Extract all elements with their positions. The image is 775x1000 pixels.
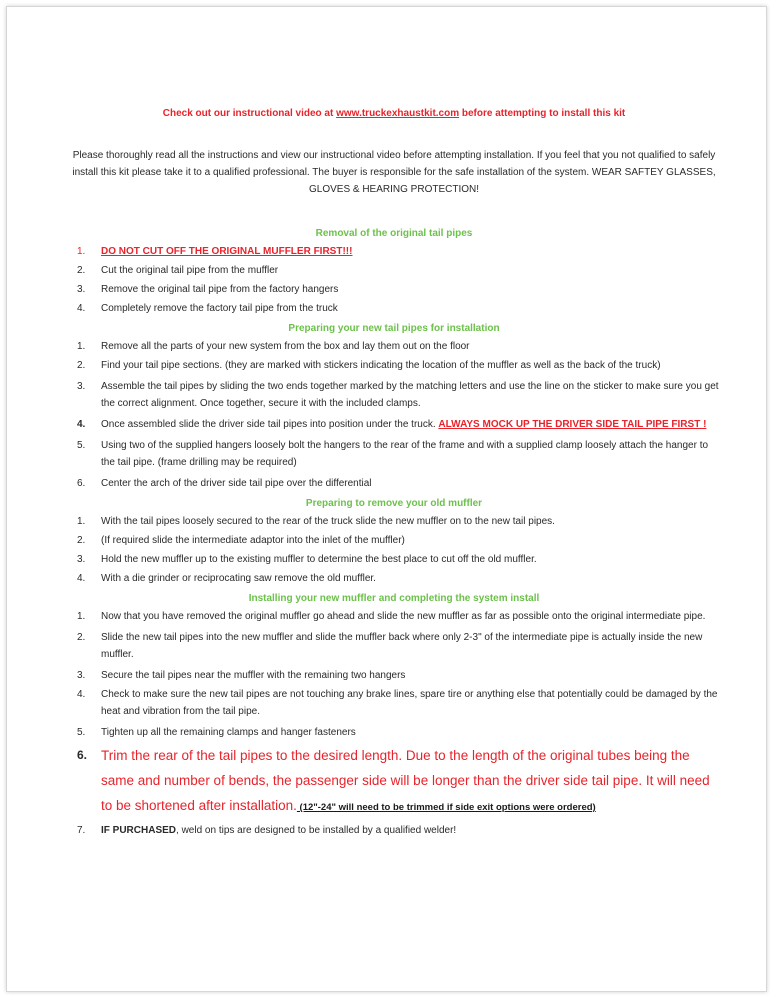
list-item: 2. Cut the original tail pipe from the muffler xyxy=(77,265,279,276)
section-heading-install-new-muffler: Installing your new muffler and completing the system install xyxy=(248,593,540,604)
section-heading-removal: Removal of the original tail pipes xyxy=(315,228,473,239)
trim-note: (12"-24" will need to be trimmed if side exit options were ordered) xyxy=(296,802,596,813)
list-item: 1. Now that you have removed the original muffler go ahead and slide the new muffler as far as possible onto the original intermediate pipe. xyxy=(77,611,706,622)
list-item: 2. (If required slide the intermediate adaptor into the inlet of the muffler) xyxy=(77,535,405,546)
list-item: 3. Assemble the tail pipes by sliding the two ends together marked by the matching letters and use the line on the sticker to make sure you get the correct alignment. Once together, secure it with the included clamps. xyxy=(77,381,719,409)
list-item: 6. Center the arch of the driver side tail pipe over the differential xyxy=(77,478,372,489)
document-body xyxy=(69,107,719,841)
list-item: 2. Find your tail pipe sections. (they are marked with stickers indicating the location of the muffler as well as the back of the truck) xyxy=(77,360,661,371)
install-new-muffler-steps xyxy=(69,608,719,839)
section-heading-remove-old-muffler: Preparing to remove your old muffler xyxy=(305,498,483,509)
preparing-tail-pipes-steps xyxy=(69,338,719,492)
section-heading-preparing-tail-pipes: Preparing your new tail pipes for installation xyxy=(288,323,500,334)
document-page xyxy=(6,6,767,992)
removal-steps xyxy=(69,243,719,317)
intro-paragraph: Please thoroughly read all the instructions and view our instructional video before attempting installation. If you feel that you not qualified to safely install this kit please take it to a qualified professional. The buyer is responsible for the safe installation of the system. WEAR SAFTEY GLASSES, GLOVES & HEARING PROTECTION! xyxy=(72,150,716,195)
list-item: 4. Check to make sure the new tail pipes are not touching any brake lines, spare tire or anything else that potentially could be damaged by the heat and vibration from the tail pipe. xyxy=(77,689,718,717)
video-banner: Check out our instructional video at www.truckexhaustkit.com before attempting to install this kit xyxy=(162,108,626,119)
list-item: 4. Completely remove the factory tail pipe from the truck xyxy=(77,303,338,314)
list-item: 5. Tighten up all the remaining clamps and hanger fasteners xyxy=(77,727,356,738)
trim-warning: Trim the rear of the tail pipes to the desired length. Due to the length of the original tubes being the same and number of bends, the passenger side will be longer than the driver side tail pipe. It will need to be shortened after installation. xyxy=(101,748,710,813)
list-item: 1. With the tail pipes loosely secured to the rear of the truck slide the new muffler on to the new tail pipes. xyxy=(77,516,555,527)
list-item: 3. Hold the new muffler up to the existing muffler to determine the best place to cut off the old muffler. xyxy=(77,554,537,565)
list-item: 4. With a die grinder or reciprocating saw remove the old muffler. xyxy=(77,573,376,584)
list-item: 1. Remove all the parts of your new system from the box and lay them out on the floor xyxy=(77,341,470,352)
mock-up-warning: ALWAYS MOCK UP THE DRIVER SIDE TAIL PIPE FIRST ! xyxy=(438,419,707,430)
list-item: 5. Using two of the supplied hangers loosely bolt the hangers to the rear of the frame and with a supplied clamp loosely attach the hanger to the tail pipe. (frame drilling may be required) xyxy=(77,440,709,468)
video-link[interactable]: www.truckexhaustkit.com xyxy=(336,108,460,119)
list-item: 1. DO NOT CUT OFF THE ORIGINAL MUFFLER FIRST!!! xyxy=(77,246,353,257)
list-item: 6. Trim the rear of the tail pipes to the desired length. Due to the length of the original tubes being the same and number of bends, the passenger side will be longer than the driver side tail pipe. It will need to be shortened after installation. (12"-24" will need to be trimmed if side exit options were ordered) xyxy=(77,748,710,813)
list-item: 4. Once assembled slide the driver side tail pipes into position under the truck. ALWAYS MOCK UP THE DRIVER SIDE TAIL PIPE FIRST ! xyxy=(77,419,707,430)
list-item: 2. Slide the new tail pipes into the new muffler and slide the muffler back where only 2-3" of the intermediate pipe is actually inside the new muffler. xyxy=(77,632,703,660)
list-item: 7. IF PURCHASED, weld on tips are designed to be installed by a qualified welder! xyxy=(77,825,457,836)
list-item: 3. Remove the original tail pipe from the factory hangers xyxy=(77,284,339,295)
remove-old-muffler-steps xyxy=(69,513,719,587)
list-item: 3. Secure the tail pipes near the muffler with the remaining two hangers xyxy=(77,670,406,681)
